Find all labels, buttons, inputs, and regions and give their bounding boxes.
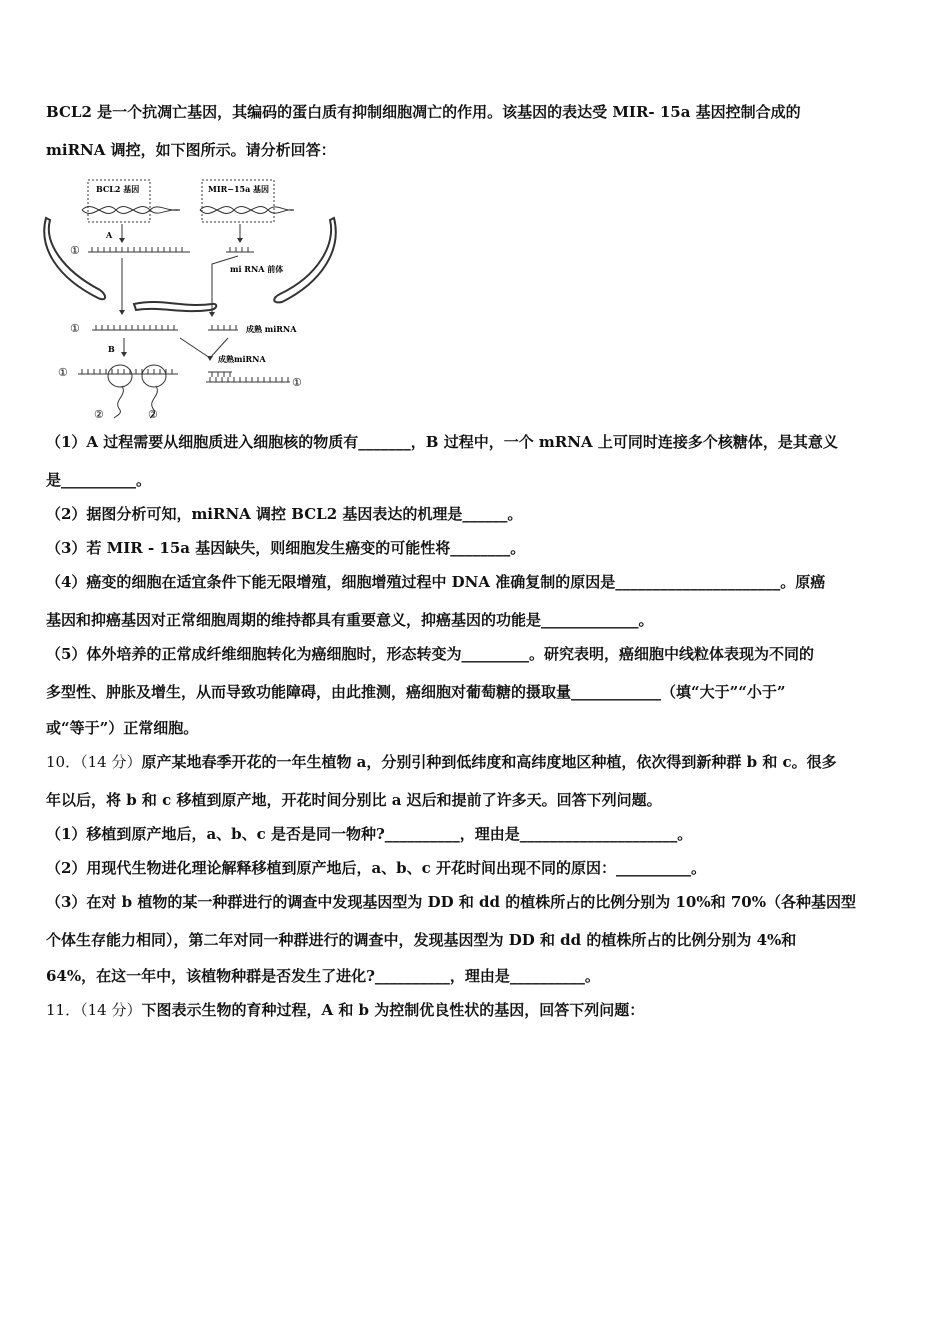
q9-part3: （3）若 MIR - 15a 基因缺失，则细胞发生癌变的可能性将________。 <box>46 539 526 557</box>
ribosome-2 <box>142 365 166 387</box>
nuclear-envelope-left <box>44 218 105 299</box>
q9-part5-line2: 多型性、肿胀及增生，从而导致功能障碍，由此推测，癌细胞对葡萄糖的摄取量____________（填“大于”“小于” <box>46 683 786 701</box>
q9-part1-line1: （1）A 过程需要从细胞质进入细胞核的物质有_______，B 过程中，一个 mRNA 上可同时连接多个核糖体，是其意义 <box>46 433 838 451</box>
q9-part5-line1: （5）体外培养的正常成纤维细胞转化为癌细胞时，形态转变为_________。研究表明，癌细胞中线粒体表现为不同的 <box>46 645 814 663</box>
bcl2-dna-helix <box>82 207 180 214</box>
q10-part3-line2: 个体生存能力相同），第二年对同一种群进行的调查中，发现基因型为 DD 和 dd 的植株所占的比例分别为 4%和 <box>46 931 797 949</box>
mature-mirna-label-1: 成熟 miRNA <box>246 324 297 334</box>
q9-part4-line2: 基因和抑癌基因对正常细胞周期的维持都具有重要意义，抑癌基因的功能是_____________。 <box>46 611 654 629</box>
q10-part2: （2）用现代生物进化理论解释移植到原产地后，a、b、c 开花时间出现不同的原因：__________。 <box>46 859 707 877</box>
q10-stem-line2: 年以后，将 b 和 c 移植到原产地，开花时间分别比 a 迟后和提前了许多天。回答下列问题。 <box>46 791 662 809</box>
mirna-regulation-diagram <box>42 172 342 422</box>
process-a-label: A <box>106 230 113 240</box>
polypeptide-1 <box>114 386 123 418</box>
mir-dna-helix <box>200 207 294 214</box>
q9-part4-line1: （4）癌变的细胞在适宜条件下能无限增殖，细胞增殖过程中 DNA 准确复制的原因是______________________。原癌 <box>46 573 826 591</box>
process-b-label: B <box>108 344 115 354</box>
nuclear-envelope-bottom <box>134 302 216 311</box>
intro-line-2: miRNA 调控，如下图所示。请分析回答： <box>46 141 336 159</box>
mark-1-d: ① <box>292 376 302 389</box>
q9-part2: （2）据图分析可知，miRNA 调控 BCL2 基因表达的机理是______。 <box>46 505 523 523</box>
bcl2-gene-label: BCL2 基因 <box>96 184 140 194</box>
precursor-label: mi RNA 前体 <box>230 264 284 274</box>
q11-stem <box>46 1000 908 1020</box>
ribosome-1 <box>108 365 132 387</box>
nuclear-envelope-right <box>274 218 336 302</box>
intro-line-1: BCL2 是一个抗凋亡基因，其编码的蛋白质有抑制细胞凋亡的作用。该基因的表达受 MIR- 15a 基因控制合成的 <box>46 103 801 121</box>
mark-1-a: ① <box>70 244 80 257</box>
q10-stem-text-a: 原产某地春季开花的一年生植物 a，分别引种到低纬度和高纬度地区种植，依次得到新种群 b 和 c。很多 <box>141 753 837 771</box>
mark-2-a: ② <box>94 408 104 421</box>
q10-part3-line3: 64%，在这一年中，该植物种群是否发生了进化?__________，理由是__________。 <box>46 967 600 985</box>
mature-mirna-label-2: 成熟miRNA <box>218 354 266 364</box>
q10-number: 10．（14 分） <box>46 753 142 771</box>
q9-part1-line2: 是__________。 <box>46 471 152 489</box>
q10-part1: （1）移植到原产地后，a、b、c 是否是同一物种?__________，理由是_____________________。 <box>46 825 693 843</box>
q10-part3-line1: （3）在对 b 植物的某一种群进行的调查中发现基因型为 DD 和 dd 的植株所占的比例分别为 10%和 70%（各种基因型 <box>46 893 856 911</box>
mir-gene-label: MIR−15a 基因 <box>208 184 270 194</box>
q11-number: 11．（14 分） <box>46 1001 142 1019</box>
mark-1-b: ① <box>70 322 80 335</box>
mark-1-c: ① <box>58 366 68 379</box>
q10-stem-line1 <box>46 752 908 772</box>
q9-part5-line3: 或“等于”）正常细胞。 <box>46 719 199 737</box>
q11-stem-text: 下图表示生物的育种过程，A 和 b 为控制优良性状的基因，回答下列问题： <box>141 1001 645 1019</box>
mark-2-b: ② <box>148 408 158 421</box>
